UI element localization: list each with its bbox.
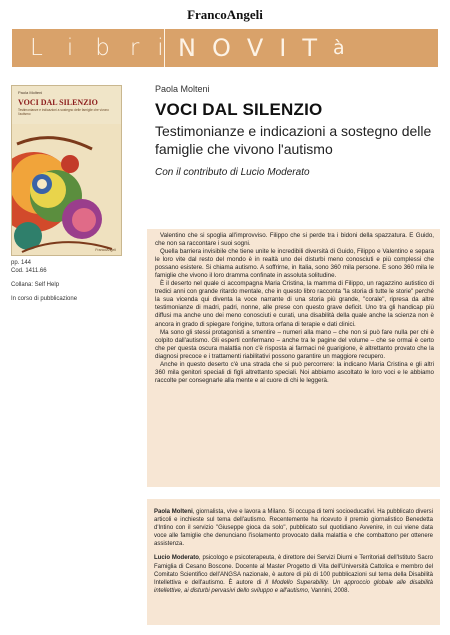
author-bio [154,554,433,594]
bio-text: , psicologo e psicoterapeuta, è direttore dei Servizi Diurni e Territoriali dell'Istituto Sacro Famiglia di Cesano Boscone. Docente al Master Progetto di Vita dell'Università Cattolica e membro del Comitato Scientifico dell'ANGSA nazionale, è autore di più di 100 pubblicazioni sul tema della Disabilità Intellettiva e dell'autismo. È autore di [154,555,433,586]
book-cover-image [11,85,122,256]
publisher-name: FrancoAngeli [187,7,263,22]
cover-author: Paola Molteni [18,90,43,95]
banner-letter: N [178,34,196,62]
banner-letter: b [95,35,110,61]
bio-work-title: Il Modello Superability. Un approccio globale alle disabilità intellettive, ai disturbi pervasivi dello sviluppo e all'autismo [154,579,433,594]
book-author: Paola Molteni [155,84,210,94]
banner-letter: O [211,34,231,62]
book-header [155,84,440,178]
banner-letter: i [66,35,74,61]
bio-text-tail: , Vannini, 2008. [307,587,350,594]
bio-name: Paola Molteni [154,509,193,515]
banner-letter: r [129,35,140,61]
book-description [147,229,440,487]
book-contribution: Con il contributo di Lucio Moderato [155,167,310,178]
libri-novita-banner [12,29,438,67]
cover-publisher: FrancoAngeli [95,248,116,252]
series-name: Collana: Self Help [11,282,60,288]
banner-divider [164,29,165,67]
banner-letter: V [246,34,264,62]
description-paragraph: È il deserto nel quale ci accompagna Maria Cristina, la mamma di Filippo, un ragazzino autistico di tredici anni con grande ritardo mentale, che in questo libro racconta "la storia di tutte le storie" perché la sua vicenda qui diventa la voce narrante di una storia più grande, "corale", ripresa da altre testimonianze di madri, padri, nonne, alle prese con questo grave deficit. Uno tra gli handicap più diffusi ma anche uno dei meno conosciuti e curati, una disabilità della quale anche la scienza non è ancora in grado di spiegare l'origine, tuttora orfana di terapie e dati clinici. [155,280,434,328]
banner-letter: T [302,34,318,62]
banner-letter: i [157,35,164,61]
publication-status: In corso di pubblicazione [11,296,78,302]
cover-artwork [12,124,122,256]
description-paragraph: Ma sono gli stessi protagonisti a smentire – numeri alla mano – che non si può fare nulla per chi è colpito dall'autismo. Gli esperti confermano – anche tra le pagine del volume – che se ormai è certo che per questa oscura malattia non c'è risposta ai farmaci né guarigione, è altrettanto provato che la diagnosi precoce e i trattamenti riabilitativi possono garantire un maggiore recupero. [155,328,434,360]
banner-libri [12,29,164,67]
book-subtitle: Testimonianze e indicazioni a sostegno delle famiglie che vivono l'autismo [155,123,432,157]
book-metadata [11,259,121,303]
book-code: Cod. 1411.66 [11,268,47,274]
banner-letter: L [30,35,43,61]
cover-title: VOCI DAL SILENZIO [18,98,98,107]
page-count: pp. 144 [11,260,32,266]
bio-text: , giornalista, vive e lavora a Milano. Si occupa di temi socioeducativi. Ha pubblicato diversi articoli e inchieste sul tema dell'autismo. Recentemente ha ricevuto il premio giornalistico Benedetta d'Intino con il servizio "Giuseppe gioca da solo", pubblicato sul quotidiano Avvenire, in cui viene data voce alle famiglie che denunciano l'isolamento provocato dalla malattia e che combattono per ottenere assistenza. [154,509,434,548]
cover-subtitle: Testimonianze e indicazioni a sostegno delle famiglie che vivono l'autismo [18,108,109,116]
author-bio [154,508,433,548]
description-paragraph: Valentino che si spoglia all'improvviso. Filippo che si perde tra i bidoni della spazzatura. E Guido, che non sa raccontare i suoi sogni. [155,232,434,248]
description-paragraph: Quella barriera invisibile che tiene unite le incredibili diversità di Guido, Filippo e Valentino e separa le loro vite dal resto del mondo è in realtà uno dei disturbi meno conosciuti e più complessi che possano esistere. Si chiama autismo. A soffrirne, in Italia, sono 360 mila persone. E sono 360 mila le famiglie che vivono il loro dramma confinate in assoluta solitudine. [155,248,434,280]
banner-novita [178,29,361,67]
author-bios [147,499,440,625]
book-title: VOCI DAL SILENZIO [155,100,323,119]
banner-letter: à [333,37,345,59]
bio-name: Lucio Moderato [154,555,199,562]
description-paragraph: Anche in questo deserto c'è una strada che si può percorrere: la indicano Maria Cristina e gli altri 360 mila genitori speciali di figli altrettanto speciali. Noi abbiamo ascoltato le loro voci e le abbiamo raccolte per consegnarle alla mente e al cuore di chi le leggerà. [155,360,434,384]
banner-letter: I [279,34,287,62]
